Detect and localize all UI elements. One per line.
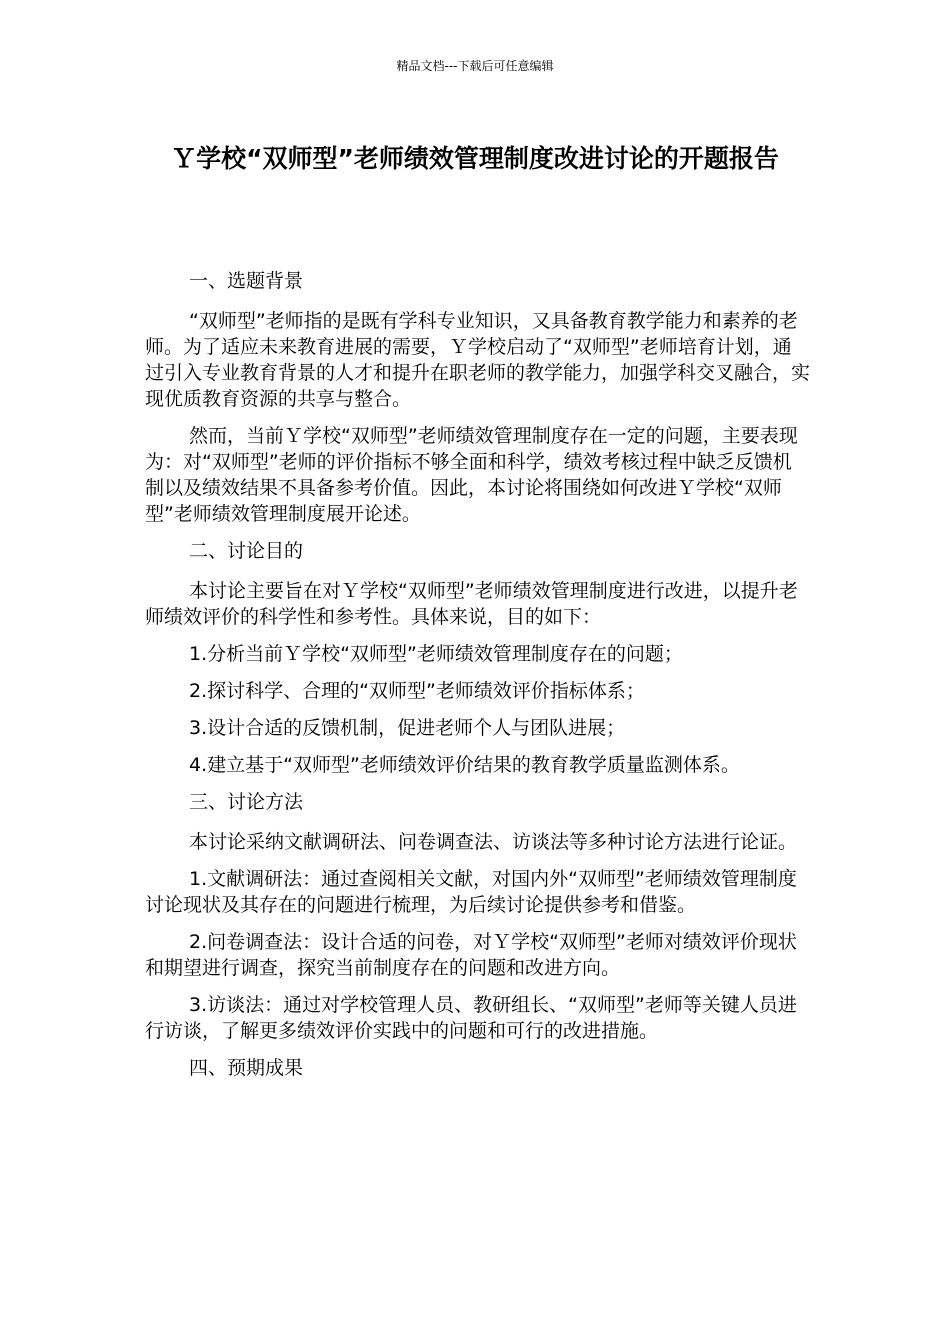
paragraph: 本讨论主要旨在对Ｙ学校“双师型”老师绩效管理制度进行改进，以提升老师绩效评价的科学性和参考性。具体来说，目的如下： xyxy=(145,580,798,628)
paragraph: 本讨论采纳文献调研法、问卷调查法、访谈法等多种讨论方法进行论证。 xyxy=(189,831,798,853)
section-heading-background: 一、选题背景 xyxy=(189,270,304,292)
document-body xyxy=(145,268,810,1095)
list-item: 4.建立基于“双师型”老师绩效评价结果的教育教学质量监测体系。 xyxy=(189,754,740,776)
paragraph: “双师型”老师指的是既有学科专业知识，又具备教育教学能力和素养的老师。为了适应未来教育进展的需要，Ｙ学校启动了“双师型”老师培育计划，通过引入专业教育背景的人才和提升在职老师的教学能力，加强学科交叉融合，实现优质教育资源的共享与整合。 xyxy=(145,310,811,410)
list-item: 3.设计合适的反馈机制，促进老师个人与团队进展； xyxy=(189,717,626,739)
section-heading-purpose: 二、讨论目的 xyxy=(189,540,304,562)
list-item: 2.探讨科学、合理的“双师型”老师绩效评价指标体系； xyxy=(189,680,645,702)
list-item: 2.问卷调查法：设计合适的问卷，对Ｙ学校“双师型”老师对绩效评价现状和期望进行调查，探究当前制度存在的问题和改进方向。 xyxy=(145,931,797,979)
section-heading-outcomes: 四、预期成果 xyxy=(189,1057,304,1079)
header-note: 精品文档---下载后可任意编辑 xyxy=(396,59,554,73)
list-item: 1.分析当前Ｙ学校“双师型”老师绩效管理制度存在的问题； xyxy=(189,643,683,665)
section-heading-methods: 三、讨论方法 xyxy=(189,791,304,813)
list-item: 1.文献调研法：通过查阅相关文献，对国内外“双师型”老师绩效管理制度讨论现状及其存在的问题进行梳理，为后续讨论提供参考和借鉴。 xyxy=(145,868,797,916)
list-item: 3.访谈法：通过对学校管理人员、教研组长、“双师型”老师等关键人员进行访谈，了解更多绩效评价实践中的问题和可行的改进措施。 xyxy=(145,994,797,1042)
paragraph: 然而，当前Ｙ学校“双师型”老师绩效管理制度存在一定的问题，主要表现为：对“双师型”老师的评价指标不够全面和科学，绩效考核过程中缺乏反馈机制以及绩效结果不具备参考价值。因此，本讨论将围绕如何改进Ｙ学校“双师型”老师绩效管理制度展开论述。 xyxy=(145,425,798,525)
document-title: Ｙ学校“双师型”老师绩效管理制度改进讨论的开题报告 xyxy=(171,144,779,173)
